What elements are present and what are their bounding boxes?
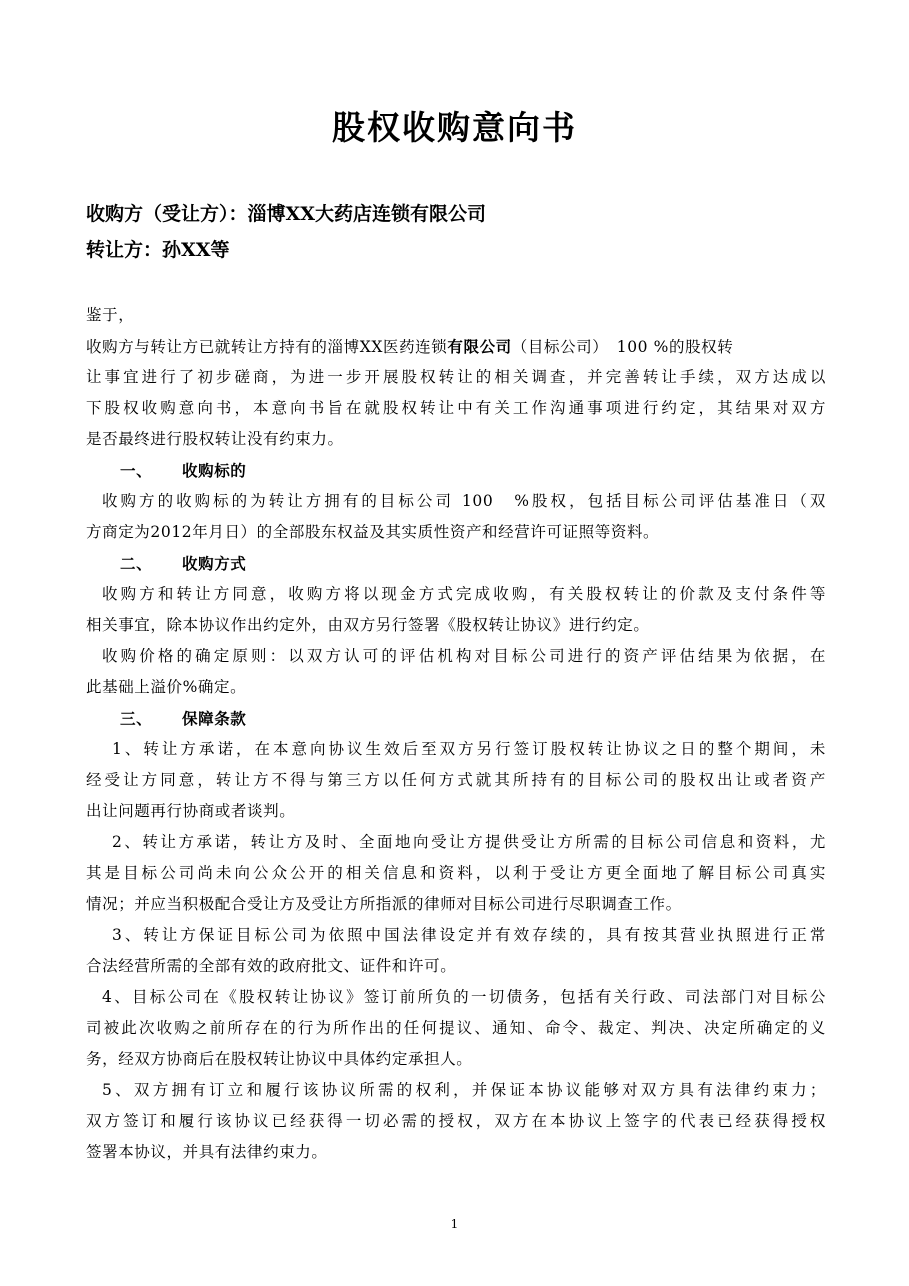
clause-line: 5、双方拥有订立和履行该协议所需的权利，并保证本协议能够对双方具有法律约束力； xyxy=(102,1081,826,1099)
clause-line: 务，经双方协商后在股权转让协议中具体约定承担人。 xyxy=(86,1050,473,1068)
document-title: 股权收购意向书 xyxy=(332,108,577,147)
preamble-line: 让事宜进行了初步磋商，为进一步开展股权转让的相关调查，并完善转让手续，双方达成以 xyxy=(86,368,826,386)
clause-line: 出让问题再行协商或者谈判。 xyxy=(86,802,296,820)
section-heading xyxy=(86,455,826,486)
preamble-line: 下股权收购意向书，本意向书旨在就股权转让中有关工作沟通事项进行约定，其结果对双方 xyxy=(86,399,826,417)
seller-line: 转让方：孙XX等 xyxy=(86,239,230,261)
clause-line: 情况；并应当积极配合受让方及受让方所指派的律师对目标公司进行尽职调查工作。 xyxy=(86,895,682,913)
section-number: 二、 xyxy=(120,554,153,573)
section-number: 三、 xyxy=(120,709,153,728)
clause-line: 4、目标公司在《股权转让协议》签订前所负的一切债务，包括有关行政、司法部门对目标公 xyxy=(102,988,826,1006)
section-title: 保障条款 xyxy=(182,709,247,728)
company-type-bold: 有限公司 xyxy=(447,337,512,356)
paragraph-line: 此基础上溢价%确定。 xyxy=(86,678,247,696)
section-title: 收购标的 xyxy=(182,461,247,480)
paragraph-line: 方商定为2012年月日）的全部股东权益及其实质性资产和经营许可证照等资料。 xyxy=(86,523,660,541)
clause-line: 经受让方同意，转让方不得与第三方以任何方式就其所持有的目标公司的股权出让或者资产 xyxy=(86,771,826,789)
clause-line: 签署本协议，并具有法律约束力。 xyxy=(86,1143,328,1161)
section-number: 一、 xyxy=(120,461,153,480)
whereas-text: 鉴于， xyxy=(86,306,135,324)
paragraph-line: 收购价格的确定原则：以双方认可的评估机构对目标公司进行的资产评估结果为依据，在 xyxy=(102,647,826,665)
clause-line: 合法经营所需的全部有效的政府批文、证件和许可。 xyxy=(86,957,457,975)
preamble-line: 收购方与转让方已就转让方持有的淄博XX医药连锁有限公司（目标公司） 100 %的股权转 xyxy=(86,337,734,356)
clause-line: 3、转让方保证目标公司为依照中国法律设定并有效存续的，具有按其营业执照进行正常 xyxy=(112,926,826,944)
preamble-line: 是否最终进行股权转让没有约束力。 xyxy=(86,430,344,448)
clause-line: 双方签订和履行该协议已经获得一切必需的授权，双方在本协议上签字的代表已经获得授权 xyxy=(86,1112,826,1130)
section-heading xyxy=(86,703,826,734)
document-body xyxy=(86,300,826,1168)
section-heading xyxy=(86,548,826,579)
paragraph-line: 收购方和转让方同意，收购方将以现金方式完成收购，有关股权转让的价款及支付条件等 xyxy=(102,585,826,603)
clause-line: 其是目标公司尚未向公众公开的相关信息和资料，以利于受让方更全面地了解目标公司真实 xyxy=(86,864,826,882)
section-title: 收购方式 xyxy=(182,554,247,573)
paragraph-line: 收购方的收购标的为转让方拥有的目标公司 100 %股权，包括目标公司评估基准日（双 xyxy=(102,492,826,510)
clause-line: 2、转让方承诺，转让方及时、全面地向受让方提供受让方所需的目标公司信息和资料，尤 xyxy=(112,833,826,851)
paragraph-line: 相关事宜，除本协议作出约定外，由双方另行签署《股权转让协议》进行约定。 xyxy=(86,616,650,634)
clause-line: 1、转让方承诺，在本意向协议生效后至双方另行签订股权转让协议之日的整个期间，未 xyxy=(112,740,826,758)
clause-line: 司被此次收购之前所存在的行为所作出的任何提议、通知、命令、裁定、判决、决定所确定的义 xyxy=(86,1019,826,1037)
buyer-line: 收购方（受让方）：淄博XX大药店连锁有限公司 xyxy=(86,203,486,225)
page-number: 1 xyxy=(450,1217,459,1231)
